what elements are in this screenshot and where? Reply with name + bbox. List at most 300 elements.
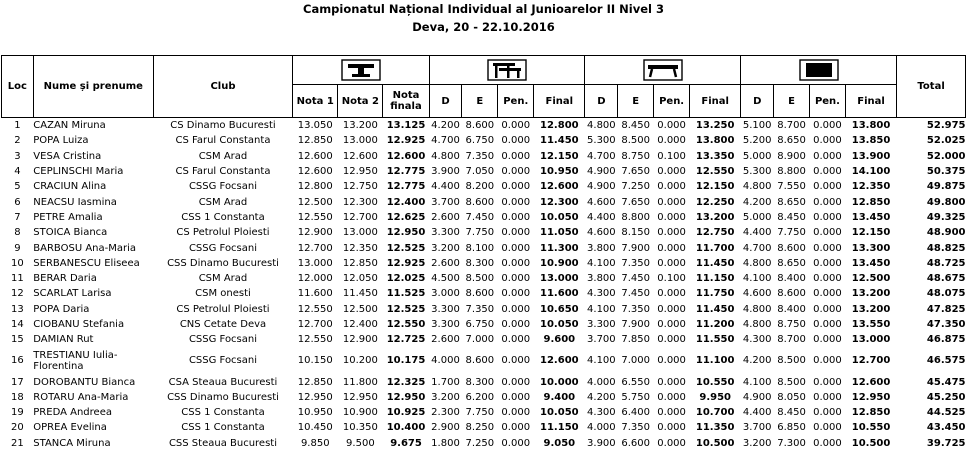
bb-e-cell: 7.850 [621,334,651,346]
fx-pen-cell: 0.000 [813,437,842,449]
ub-pen-cell: 0.000 [501,273,531,285]
fx-pen-cell: 0.000 [813,422,842,434]
bb-e-cell: 8.150 [621,227,651,239]
ub-final-cell: 12.800 [540,120,579,132]
bb-final-cell: 13.800 [695,135,735,147]
table-row [2,240,966,255]
header-fx-e: E [774,85,810,118]
vault-score1-cell: 12.550 [297,303,333,315]
bb-e-cell: 6.550 [621,376,651,388]
bb-e-cell: 8.500 [621,135,651,147]
fx-pen-cell: 0.000 [813,181,842,193]
fx-e-cell: 8.500 [777,355,806,367]
ub-d-cell: 4.000 [431,355,460,367]
club-cell: CSSG Focsani [188,181,258,193]
fx-pen-cell: 0.000 [813,273,842,285]
fx-pen-cell: 0.000 [813,303,842,315]
ub-pen-cell: 0.000 [501,288,531,300]
bb-final-cell: 10.700 [695,407,735,419]
ub-final-cell: 12.600 [540,355,579,367]
fx-d-cell: 5.100 [742,120,772,132]
bb-final-cell: 11.550 [695,334,735,346]
bb-pen-cell: 0.000 [657,135,686,147]
vault-score2-cell: 13.000 [342,135,378,147]
ub-e-cell: 8.200 [465,181,495,193]
fx-e-cell: 8.450 [777,211,806,223]
ub-pen-cell: 0.000 [501,319,531,330]
fx-final-cell: 13.900 [851,150,891,162]
table-row [2,149,966,164]
vault-final-cell: 12.025 [386,273,426,285]
fx-e-cell: 8.450 [777,407,806,419]
bb-e-cell: 5.750 [621,391,651,403]
table-row [2,405,966,420]
header-bb-e: E [618,85,654,118]
club-cell: CSM Arad [198,273,248,285]
fx-pen-cell: 0.000 [813,288,842,300]
name-cell: BERAR Daria [33,273,97,285]
ub-pen-cell: 0.000 [501,422,531,434]
rank-cell: 4 [14,166,21,178]
vault-score2-cell: 12.850 [342,257,378,269]
club-cell: CSS Dinamo Bucuresti [167,391,279,403]
fx-d-cell: 5.200 [742,135,772,147]
page-subtitle: Deva, 20 - 22.10.2016 [412,20,555,34]
bb-final-cell: 10.550 [695,376,735,388]
vault-final-cell: 12.725 [386,334,426,346]
name-cell: TRESTIANU Iulia-Florentina [33,349,118,372]
vault-final-cell: 12.525 [386,242,426,254]
bb-e-cell: 8.450 [621,120,651,132]
vault-score1-cell: 9.850 [300,437,330,449]
total-cell: 43.450 [926,422,966,434]
table-row [2,133,966,148]
rank-cell: 13 [11,303,24,315]
ub-e-cell: 7.450 [465,211,495,223]
total-cell: 49.800 [926,196,966,208]
bb-pen-cell: 0.000 [657,376,686,388]
bb-final-cell: 11.200 [695,319,735,330]
bb-d-cell: 4.100 [587,355,616,367]
ub-d-cell: 4.500 [431,273,460,285]
ub-d-cell: 3.300 [431,303,460,315]
vault-score1-cell: 10.150 [297,355,333,367]
ub-d-cell: 2.600 [431,334,460,346]
rank-cell: 16 [11,355,24,367]
ub-d-cell: 3.200 [431,242,460,254]
ub-e-cell: 8.300 [465,257,495,269]
bb-d-cell: 4.600 [587,196,616,208]
fx-e-cell: 7.750 [777,227,806,239]
rank-cell: 8 [14,227,21,239]
total-cell: 39.725 [926,437,966,449]
bb-d-cell: 3.800 [587,273,616,285]
ub-final-cell: 10.000 [540,376,579,388]
vault-final-cell: 12.600 [386,150,426,162]
bb-final-cell: 11.450 [695,257,735,269]
ub-final-cell: 11.600 [540,288,579,300]
fx-d-cell: 4.800 [742,257,772,269]
fx-e-cell: 8.400 [777,303,806,315]
rank-cell: 1 [14,120,21,132]
ub-pen-cell: 0.000 [501,181,531,193]
fx-d-cell: 4.600 [742,288,772,300]
fx-e-cell: 7.300 [777,437,806,449]
ub-final-cell: 11.150 [540,422,579,434]
ub-d-cell: 4.400 [431,181,460,193]
bb-e-cell: 7.900 [621,319,651,330]
club-cell: CSA Steaua Bucuresti [168,376,278,388]
name-cell: CAZAN Miruna [33,120,106,132]
bb-final-cell: 9.950 [699,391,731,403]
ub-d-cell: 3.000 [431,288,460,300]
vault-score2-cell: 11.450 [342,288,378,300]
name-cell: CIOBANU Stefania [33,319,125,330]
vault-final-cell: 12.625 [386,211,426,223]
vault-final-cell: 12.950 [386,391,426,403]
fx-pen-cell: 0.000 [813,135,842,147]
fx-pen-cell: 0.000 [813,407,842,419]
header-vault [293,56,429,85]
ub-final-cell: 11.300 [540,242,579,254]
bb-pen-cell: 0.100 [657,273,686,285]
fx-final-cell: 13.450 [851,257,891,269]
ub-e-cell: 7.750 [465,407,495,419]
fx-final-cell: 13.850 [851,135,891,147]
fx-final-cell: 12.350 [851,181,891,193]
table-row [2,179,966,194]
bb-d-cell: 4.300 [587,407,616,419]
bb-e-cell: 7.000 [621,355,651,367]
vault-score2-cell: 12.050 [342,273,378,285]
vault-score1-cell: 12.000 [297,273,333,285]
ub-e-cell: 8.600 [465,288,495,300]
balance-beam-icon [643,59,683,81]
ub-pen-cell: 0.000 [501,227,531,239]
rank-cell: 11 [11,273,24,285]
header-nota2: Nota 2 [338,85,383,118]
bb-d-cell: 4.200 [587,391,616,403]
name-cell: VESA Cristina [33,150,102,162]
total-cell: 49.875 [926,181,966,193]
ub-final-cell: 10.950 [540,166,579,178]
bb-e-cell: 7.650 [621,166,651,178]
club-cell: CSS 1 Constanta [181,422,265,434]
ub-d-cell: 2.600 [431,211,460,223]
club-cell: CSM Arad [198,196,248,208]
header-fx-final: Final [845,85,896,118]
fx-final-cell: 14.100 [851,166,891,178]
ub-pen-cell: 0.000 [501,437,531,449]
vault-final-cell: 12.775 [386,166,426,178]
ub-e-cell: 7.750 [465,227,495,239]
bb-e-cell: 8.750 [621,150,651,162]
fx-e-cell: 8.400 [777,273,806,285]
bb-d-cell: 3.700 [587,334,616,346]
vault-final-cell: 12.550 [386,319,426,330]
header-ub-final: Final [534,85,585,118]
vault-score1-cell: 13.050 [297,120,333,132]
total-cell: 45.250 [926,391,966,403]
total-cell: 46.875 [926,334,966,346]
club-cell: CSS 1 Constanta [181,407,265,419]
fx-e-cell: 8.700 [777,120,806,132]
total-cell: 52.975 [926,120,966,132]
rank-cell: 14 [11,319,24,330]
vault-score1-cell: 10.450 [297,422,333,434]
fx-final-cell: 12.950 [851,391,891,403]
results-body [2,118,966,451]
fx-final-cell: 13.000 [851,334,891,346]
table-row [2,194,966,209]
club-cell: CSS 1 Constanta [181,211,265,223]
rank-cell: 3 [14,150,21,162]
ub-pen-cell: 0.000 [501,242,531,254]
bb-final-cell: 11.450 [695,303,735,315]
fx-e-cell: 8.600 [777,242,806,254]
header-name: Nume și prenume [33,56,153,118]
bb-final-cell: 13.200 [695,211,735,223]
vault-score1-cell: 12.850 [297,135,333,147]
vault-final-cell: 10.925 [386,407,426,419]
name-cell: SERBANESCU Eliseea [33,257,140,269]
fx-pen-cell: 0.000 [813,227,842,239]
total-cell: 50.375 [926,166,966,178]
fx-e-cell: 8.650 [777,257,806,269]
table-row [2,302,966,317]
name-cell: ROTARU Ana-Maria [33,391,129,403]
ub-pen-cell: 0.000 [501,391,531,403]
fx-final-cell: 13.300 [851,242,891,254]
bb-e-cell: 7.250 [621,181,651,193]
club-cell: CNS Cetate Deva [179,319,267,330]
header-fx-pen: Pen. [810,85,846,118]
header-floor [741,56,897,85]
rank-cell: 7 [14,211,21,223]
ub-e-cell: 8.100 [465,242,495,254]
ub-d-cell: 4.700 [431,135,460,147]
name-cell: STANCA Miruna [33,437,111,449]
ub-pen-cell: 0.000 [501,257,531,269]
fx-d-cell: 4.800 [742,319,772,330]
header-ub-pen: Pen. [498,85,534,118]
ub-d-cell: 4.800 [431,150,460,162]
bb-e-cell: 6.400 [621,407,651,419]
page-title: Campionatul Național Individual al Junioarelor II Nivel 3 [303,2,664,16]
fx-pen-cell: 0.000 [813,211,842,223]
ub-pen-cell: 0.000 [501,211,531,223]
header-total: Total [897,56,966,118]
name-cell: PREDA Andreea [33,407,112,419]
fx-pen-cell: 0.000 [813,334,842,346]
total-cell: 45.475 [926,376,966,388]
ub-final-cell: 9.400 [543,391,576,403]
bb-e-cell: 7.350 [621,257,651,269]
ub-pen-cell: 0.000 [501,166,531,178]
bb-d-cell: 3.900 [587,437,616,449]
vault-final-cell: 12.925 [386,257,426,269]
vault-score2-cell: 12.900 [342,334,378,346]
bb-e-cell: 7.450 [621,288,651,300]
vault-final-cell: 10.175 [386,355,426,367]
rank-cell: 5 [14,181,21,193]
fx-d-cell: 5.300 [742,166,772,178]
fx-e-cell: 8.650 [777,196,806,208]
fx-e-cell: 8.650 [777,135,806,147]
table-row [2,164,966,179]
vault-score2-cell: 12.300 [342,196,378,208]
total-cell: 47.825 [926,303,966,315]
bb-d-cell: 5.300 [587,135,616,147]
club-cell: CSM Arad [198,150,248,162]
bb-pen-cell: 0.000 [657,303,686,315]
vault-score1-cell: 12.550 [297,334,333,346]
fx-pen-cell: 0.000 [813,196,842,208]
vault-final-cell: 11.525 [386,288,426,300]
ub-d-cell: 1.800 [431,437,460,449]
fx-pen-cell: 0.000 [813,355,842,367]
table-row [2,374,966,389]
vault-score2-cell: 10.350 [342,422,378,434]
bb-final-cell: 11.350 [695,422,735,434]
ub-final-cell: 9.600 [543,334,576,346]
bb-e-cell: 7.350 [621,303,651,315]
ub-final-cell: 11.450 [540,135,579,147]
table-row [2,118,966,134]
bb-d-cell: 4.700 [587,150,616,162]
ub-d-cell: 3.200 [431,391,460,403]
vault-score2-cell: 9.500 [346,437,375,449]
fx-d-cell: 3.700 [742,422,772,434]
table-row [2,390,966,405]
bb-final-cell: 11.750 [695,288,735,300]
header-nota-finala: Nota finala [383,85,429,118]
bb-final-cell: 12.750 [695,227,735,239]
fx-pen-cell: 0.000 [813,150,842,162]
bb-pen-cell: 0.000 [657,257,686,269]
club-cell: CS Farul Constanta [175,166,271,178]
ub-e-cell: 6.200 [465,391,495,403]
rank-cell: 6 [14,196,21,208]
ub-final-cell: 11.050 [540,227,579,239]
club-cell: CSS Dinamo Bucuresti [167,257,279,269]
vault-score1-cell: 12.700 [297,242,333,254]
name-cell: PETRE Amalia [33,211,103,223]
bb-d-cell: 4.000 [587,422,616,434]
bb-final-cell: 12.250 [695,196,735,208]
bb-final-cell: 13.350 [695,150,735,162]
rank-cell: 15 [11,334,24,346]
bb-pen-cell: 0.000 [657,196,686,208]
ub-final-cell: 10.650 [540,303,579,315]
bb-final-cell: 11.100 [695,355,735,367]
rank-cell: 2 [14,135,21,147]
fx-final-cell: 12.700 [851,355,891,367]
rank-cell: 9 [14,242,21,254]
fx-pen-cell: 0.000 [813,376,842,388]
rank-cell: 19 [11,407,24,419]
fx-final-cell: 12.850 [851,196,891,208]
table-row [2,210,966,225]
bb-e-cell: 7.650 [621,196,651,208]
fx-d-cell: 5.000 [742,150,772,162]
fx-d-cell: 4.400 [742,227,772,239]
bb-pen-cell: 0.000 [657,211,686,223]
ub-final-cell: 10.050 [540,319,579,330]
fx-e-cell: 8.500 [777,376,806,388]
rank-cell: 17 [11,376,24,388]
bb-d-cell: 4.300 [587,288,616,300]
total-cell: 48.075 [926,288,966,300]
ub-e-cell: 8.250 [465,422,495,434]
name-cell: DOROBANTU Bianca [33,376,136,388]
fx-e-cell: 8.600 [777,288,806,300]
ub-pen-cell: 0.000 [501,150,531,162]
ub-pen-cell: 0.000 [501,303,531,315]
ub-e-cell: 8.600 [465,120,495,132]
bb-d-cell: 4.600 [587,227,616,239]
name-cell: OPREA Evelina [33,422,107,434]
total-cell: 48.675 [926,273,966,285]
vault-final-cell: 12.925 [386,135,426,147]
ub-e-cell: 7.000 [465,334,495,346]
ub-final-cell: 12.300 [540,196,579,208]
bb-pen-cell: 0.100 [657,150,686,162]
ub-e-cell: 7.350 [465,303,495,315]
vault-score1-cell: 12.900 [297,227,333,239]
ub-pen-cell: 0.000 [501,120,531,132]
fx-final-cell: 10.500 [851,437,891,449]
fx-final-cell: 12.600 [851,376,891,388]
fx-final-cell: 12.500 [851,273,891,285]
bb-final-cell: 12.150 [695,181,735,193]
ub-d-cell: 3.900 [431,166,460,178]
fx-d-cell: 5.000 [742,211,772,223]
fx-pen-cell: 0.000 [813,391,842,403]
vault-score2-cell: 10.900 [342,407,378,419]
table-row [2,332,966,347]
ub-final-cell: 10.050 [540,211,579,223]
fx-e-cell: 8.050 [777,391,806,403]
name-cell: BARBOSU Ana-Maria [33,242,137,254]
vault-score2-cell: 11.800 [342,376,378,388]
vault-score2-cell: 12.950 [342,391,378,403]
fx-final-cell: 13.200 [851,288,891,300]
uneven-bars-icon [487,59,527,81]
table-row [2,436,966,451]
vault-final-cell: 13.125 [386,120,426,132]
ub-final-cell: 10.900 [540,257,579,269]
ub-d-cell: 3.300 [431,227,460,239]
bb-pen-cell: 0.000 [657,120,686,132]
fx-e-cell: 6.850 [777,422,806,434]
fx-d-cell: 4.900 [742,391,772,403]
club-cell: CSS Steaua Bucuresti [168,437,277,449]
fx-pen-cell: 0.000 [813,166,842,178]
ub-final-cell: 9.050 [543,437,576,449]
fx-pen-cell: 0.000 [813,242,842,254]
header-nota1: Nota 1 [293,85,338,118]
ub-d-cell: 2.600 [431,257,460,269]
fx-e-cell: 8.900 [777,150,806,162]
bb-e-cell: 7.350 [621,422,651,434]
header-bb-pen: Pen. [654,85,690,118]
fx-final-cell: 12.150 [851,227,891,239]
vault-final-cell: 9.675 [390,437,422,449]
rank-cell: 12 [11,288,24,300]
fx-final-cell: 10.550 [851,422,891,434]
ub-e-cell: 8.300 [465,376,495,388]
